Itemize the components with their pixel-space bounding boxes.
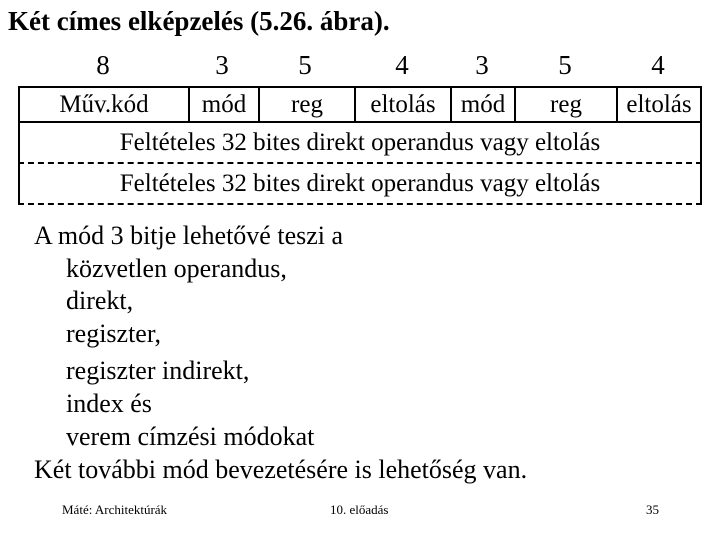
bit-widths xyxy=(0,50,720,80)
footer-lecture: 10. előadás xyxy=(330,502,389,517)
mode-item-index: index és xyxy=(66,389,152,418)
bit-width-mode-1: 3 xyxy=(215,50,229,80)
body-intro: A mód 3 bitje lehetővé teszi a xyxy=(34,221,344,250)
body-outro: Két további mód bevezetésére is lehetőség van. xyxy=(34,455,528,484)
field-offset-2: eltolás xyxy=(626,90,692,118)
mode-item-register: regiszter, xyxy=(66,319,161,348)
bit-width-mode-2: 3 xyxy=(475,50,489,80)
bit-width-offset-1: 4 xyxy=(395,50,409,80)
footer-page-number: 35 xyxy=(646,502,659,517)
extension-word-2: Feltételes 32 bites direkt operandus vagy eltolás xyxy=(18,164,702,204)
bit-width-opcode: 8 xyxy=(96,50,110,80)
dashed-divider-2 xyxy=(18,203,702,205)
mode-item-immediate: közvetlen operandus, xyxy=(66,254,287,283)
bit-width-reg-1: 5 xyxy=(298,50,312,80)
field-reg-2: reg xyxy=(516,88,618,121)
field-opcode: Műv.kód xyxy=(20,88,190,121)
field-mode-1: mód xyxy=(190,88,260,121)
mode-item-register-indirect: regiszter indirekt, xyxy=(66,356,250,385)
bit-width-offset-2: 4 xyxy=(651,50,665,80)
field-reg-1: reg xyxy=(260,88,356,121)
footer-author: Máté: Architektúrák xyxy=(62,502,168,517)
mode-item-stack: verem címzési módokat xyxy=(66,422,315,451)
mode-item-direct: direkt, xyxy=(66,286,134,315)
bit-width-reg-2: 5 xyxy=(558,50,572,80)
slide-title: Két címes elképzelés (5.26. ábra). xyxy=(8,6,390,36)
field-offset-1: eltolás xyxy=(356,88,452,121)
instruction-format-row xyxy=(18,86,702,123)
extension-word-1: Feltételes 32 bites direkt operandus vagy eltolás xyxy=(18,123,702,163)
field-mode-2: mód xyxy=(452,88,516,121)
